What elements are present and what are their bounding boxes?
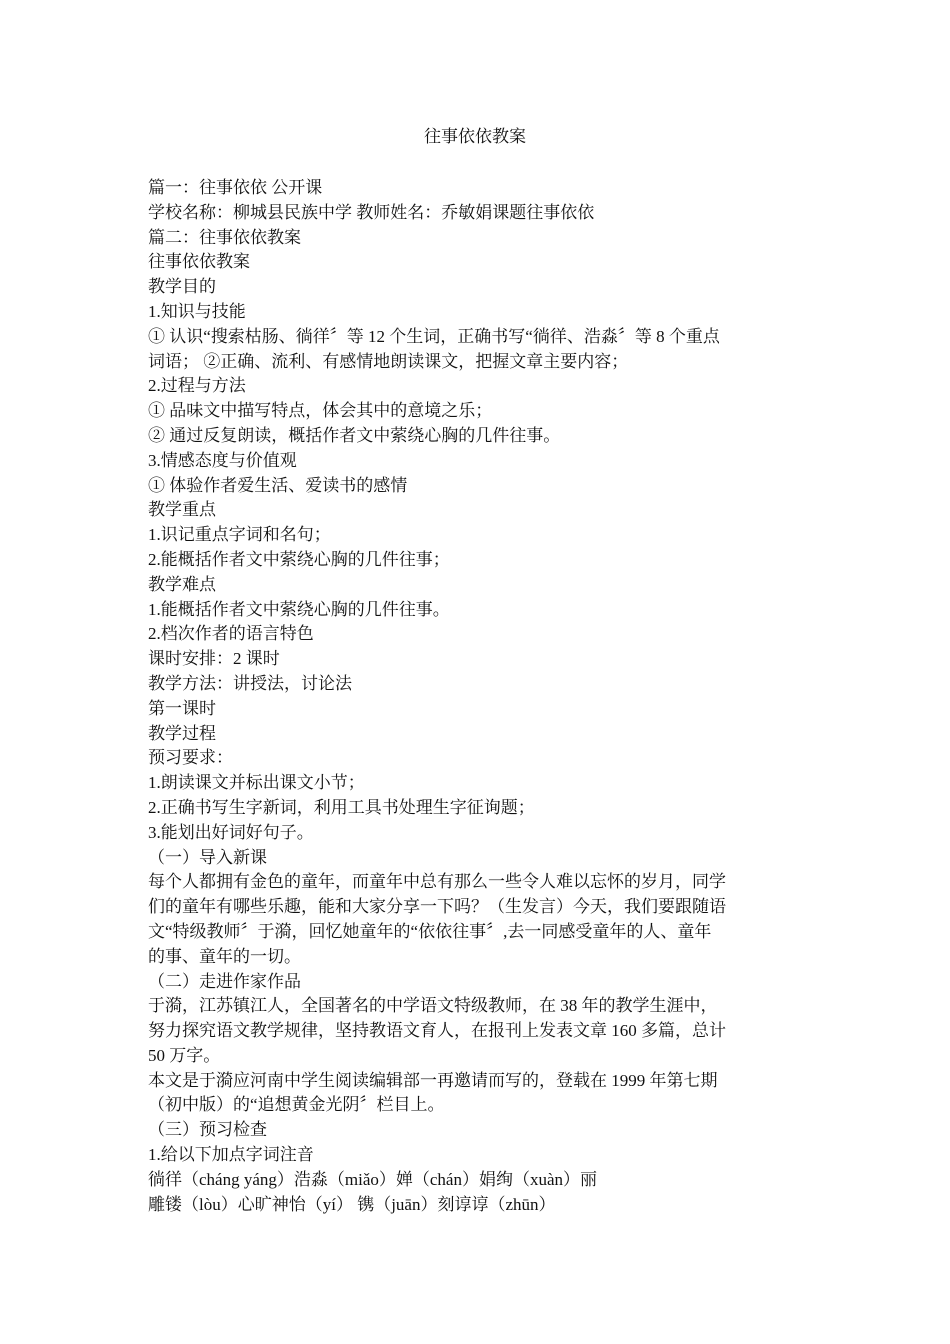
text-line: 2.过程与方法 [148, 376, 246, 396]
text-line: ① 体验作者爱生活、爱读书的感情 [148, 475, 408, 495]
document-title: 往事依依教案 [424, 127, 526, 146]
text-line: 篇二：往事依依教案 [148, 227, 301, 247]
text-line: 教学难点 [148, 574, 216, 594]
text-line: 预习要求： [148, 748, 233, 768]
text-line: 于漪，江苏镇江人，全国著名的中学语文特级教师，在 38 年的教学生涯中， [148, 996, 718, 1016]
text-line: 2.能概括作者文中萦绕心胸的几件往事； [148, 549, 450, 569]
text-line: ② 通过反复朗读，概括作者文中萦绕心胸的几件往事。 [148, 425, 561, 445]
text-line: 雕镂（lòu）心旷神怡（yí） 镌（juān）刻谆谆（zhūn） [148, 1194, 556, 1214]
document-body [148, 176, 803, 1217]
text-line: 1.知识与技能 [148, 301, 246, 321]
text-line: 1.识记重点字词和名句； [148, 525, 331, 545]
text-line: 课时安排：2 课时 [148, 649, 280, 669]
text-line: （二）走进作家作品 [148, 971, 301, 991]
text-line: 词语； ②正确、流利、有感情地朗读课文，把握文章主要内容； [148, 351, 629, 371]
text-line: 本文是于漪应河南中学生阅读编辑部一再邀请而写的，登载在 1999 年第七期 [148, 1070, 718, 1090]
text-line: 学校名称：柳城县民族中学 教师姓名：乔敏娟课题往事依依 [148, 202, 595, 222]
text-line: 1.能概括作者文中萦绕心胸的几件往事。 [148, 599, 450, 619]
text-line: ① 认识“搜索枯肠、徜徉〞等 12 个生词，正确书写“徜徉、浩淼〞等 8 个重点 [148, 326, 720, 346]
text-line: ① 品味文中描写特点，体会其中的意境之乐； [148, 401, 493, 421]
text-line: （初中版）的“追想黄金光阴〞栏目上。 [148, 1095, 445, 1115]
text-line: 的事、童年的一切。 [148, 946, 301, 966]
text-line: 教学过程 [148, 723, 216, 743]
text-line: 每个人都拥有金色的童年，而童年中总有那么一些令人难以忘怀的岁月，同学 [148, 872, 726, 892]
text-line: 文“特级教师〞于漪，回忆她童年的“依依往事〞,去一同感受童年的人、童年 [148, 921, 712, 941]
text-line: 篇一：往事依依 公开课 [148, 178, 323, 197]
text-line: 往事依依教案 [148, 252, 250, 272]
text-line: （一）导入新课 [148, 847, 267, 867]
text-line: 2.正确书写生字新词，利用工具书处理生字征询题； [148, 797, 535, 817]
text-line: 教学方法：讲授法，讨论法 [148, 673, 352, 693]
text-line: 努力探究语文教学规律，坚持教语文育人，在报刊上发表文章 160 多篇，总计 [148, 1021, 726, 1041]
text-line: 50 万字。 [148, 1045, 221, 1065]
text-line: 第一课时 [148, 698, 216, 718]
text-line: 徜徉（cháng yáng）浩淼（miǎo）婵（chán）娟绚（xuàn）丽 [148, 1169, 598, 1189]
text-line: 1.给以下加点字词注音 [148, 1145, 314, 1165]
text-line: 3.情感态度与价值观 [148, 450, 297, 470]
text-line: （三）预习检查 [148, 1120, 267, 1140]
text-line: 教学重点 [148, 500, 216, 520]
text-line: 2.档次作者的语言特色 [148, 624, 314, 644]
text-line: 教学目的 [148, 277, 216, 297]
text-line: 3.能划出好词好句子。 [148, 822, 314, 842]
text-line: 1.朗读课文并标出课文小节； [148, 773, 365, 793]
text-line: 们的童年有哪些乐趣，能和大家分享一下吗？（生发言）今天，我们要跟随语 [148, 897, 726, 917]
